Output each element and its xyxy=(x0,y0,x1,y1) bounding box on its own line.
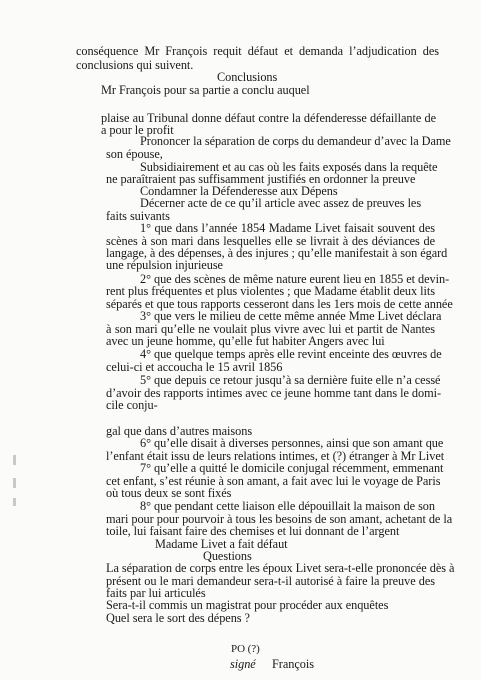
text-line: Condamner la Défenderesse aux Dépens xyxy=(140,184,338,198)
signature-label: signé xyxy=(230,657,256,671)
scan-mark xyxy=(13,498,16,506)
fact-item: 8° que pendant cette liaison elle dépouillait la maison de son xyxy=(140,499,435,513)
text-line: toile, lui faisant faire des chemises et lui donnant de l’argent xyxy=(106,524,400,538)
fact-item: 1° que dans l’année 1854 Madame Livet faisait souvent des xyxy=(140,221,435,235)
text-line: une répulsion injurieuse xyxy=(106,258,223,272)
text-line: où tous deux se sont fixés xyxy=(106,486,232,500)
text-line: Décerner acte de ce qu’il article avec assez de preuves les xyxy=(140,196,422,210)
section-heading-conclusions: Conclusions xyxy=(217,70,278,84)
text-line: faits suivants xyxy=(106,209,170,223)
text-line: celui-ci et accoucha le 15 avril 1856 xyxy=(106,360,283,374)
text-line: langage, à des dépenses, à des injures ; qu’elle manifestait à son égard xyxy=(106,246,448,260)
question-item: La séparation de corps entre les époux Livet sera-t-elle prononcée dès à xyxy=(106,561,455,575)
text-line: mari pour pour pourvoir à tous les besoins de son amant, achetant de la xyxy=(106,512,453,526)
text-line: avec un jeune homme, qu’elle fut habiter Angers avec lui xyxy=(106,334,385,348)
text-line: à son mari qu’elle ne voulait plus vivre avec lui et partit de Nantes xyxy=(106,322,435,336)
fact-item: 5° que depuis ce retour jusqu’à sa dernière fuite elle n’a cessé xyxy=(140,373,441,387)
text-line: plaise au Tribunal donne défaut contre la défenderesse défaillante de xyxy=(101,111,436,125)
text-line: gal que dans d’autres maisons xyxy=(106,424,253,438)
po-note: PO (?) xyxy=(231,643,260,655)
text-line: présent ou le mari demandeur sera-t-il autorisé à faire la preuve des xyxy=(106,574,435,588)
text-line: séparés et que tous rapports cesseront dans les 1ers mois de cette année xyxy=(106,297,453,311)
signature-name: François xyxy=(272,657,314,671)
fact-item: 7° qu’elle a quitté le domicile conjugal récemment, emmenant xyxy=(140,461,444,475)
text-line: Mr François pour sa partie a conclu auquel xyxy=(101,83,310,97)
text-line: Subsidiairement et au cas où les faits exposés dans la requête xyxy=(140,160,438,174)
fact-item: 4° que quelque temps après elle revint enceinte des œuvres de xyxy=(140,347,442,361)
fact-item: 3° que vers le milieu de cette même année Mme Livet déclara xyxy=(140,309,442,323)
text-line: Prononcer la séparation de corps du demandeur d’avec la Dame xyxy=(140,134,451,148)
question-item: Sera-t-il commis un magistrat pour procéder aux enquêtes xyxy=(106,598,389,612)
text-line: ne paraîtraient pas suffisamment justifiés en ordonner la preuve xyxy=(106,172,416,186)
text-line: rent plus fréquentes et plus violentes ; que Madame établit deux lits xyxy=(106,284,435,298)
fact-item: 2° que des scènes de même nature eurent lieu en 1855 et devin- xyxy=(140,272,450,286)
text-line: d’avoir des rapports intimes avec ce jeune homme tant dans le domi- xyxy=(106,386,442,400)
text-line: conclusions qui suivent. xyxy=(76,58,194,72)
scan-mark xyxy=(13,455,16,465)
scan-mark xyxy=(13,478,16,488)
text-line: cet enfant, s’est réunie à son amant, a fait avec lui le voyage de Paris xyxy=(106,474,441,488)
text-line: l’enfant était issu de leurs relations intimes, et (?) étranger à Mr Livet xyxy=(106,449,445,463)
text-line: scènes à son mari dans lesquelles elle se livrait à des déviances de xyxy=(106,234,435,248)
question-item: Quel sera le sort des dépens ? xyxy=(106,611,250,625)
section-heading-questions: Questions xyxy=(203,549,252,563)
text-line: cile conju- xyxy=(106,398,158,412)
text-line: conséquence Mr François requit défaut et demanda l’adjudication des xyxy=(76,44,439,58)
text-line: faits par lui articulés xyxy=(106,586,206,600)
text-line: a pour le profit xyxy=(101,123,174,137)
text-line: son épouse, xyxy=(106,147,163,161)
fact-item: 6° qu’elle disait à diverses personnes, ainsi que son amant que xyxy=(140,436,444,450)
text-line: Madame Livet a fait défaut xyxy=(155,537,288,551)
